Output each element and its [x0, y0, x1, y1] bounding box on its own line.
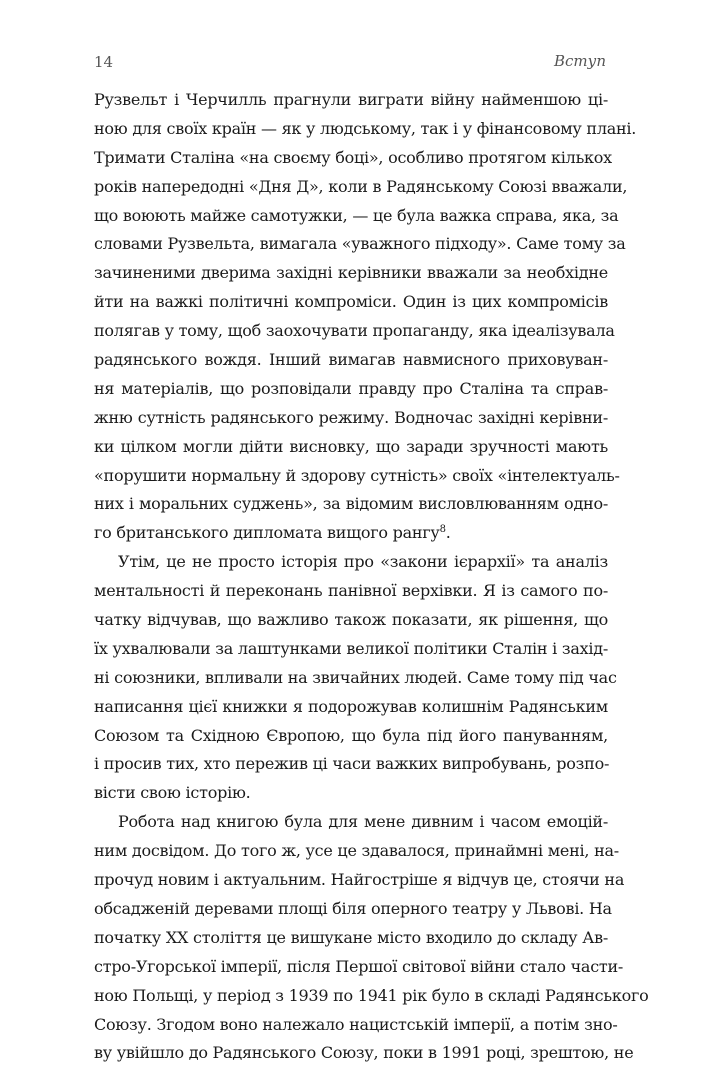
text-line-first: Робота над книгою була для мене дивним і часом емоцій- — [118, 812, 608, 832]
text-line: ною Польщі, у період з 1939 по 1941 рік було в складі Радянського — [94, 985, 649, 1005]
text-line: ні союзники, впливали на звичайних людей. Саме тому під час — [94, 667, 617, 687]
text-line: Рузвельт і Черчилль прагнули виграти війну найменшою ці- — [94, 90, 608, 109]
text-line: написання цієї книжки я подорожував колишнім Радянським — [94, 696, 608, 716]
text-line: обсадженій деревами площі біля оперного театру у Львові. На — [94, 898, 612, 918]
text-line: ву увійшло до Радянського Союзу, поки в 1991 році, зрештою, не — [94, 1043, 634, 1063]
text-line: Союзом та Східною Європою, що була під його пануванням, — [94, 725, 608, 745]
running-head: Вступ — [553, 52, 606, 70]
text-line: ментальності й переконань панівної верхівки. Я із самого по- — [94, 581, 608, 601]
text-line: їх ухвалювали за лаштунками великої політики Сталін і захід- — [94, 638, 608, 658]
text-line: стро-Угорської імперії, після Першої світової війни стало части- — [94, 956, 624, 976]
paragraph-3 — [94, 808, 649, 1068]
text-line: років напередодні «Дня Д», коли в Радянському Союзі вважали, — [94, 176, 628, 196]
text-line: Тримати Сталіна «на своєму боці», особливо протягом кількох — [94, 147, 612, 167]
text-line-last: вісти свою історію. — [94, 783, 251, 803]
text-line: них і моральних суджень», за відомим висловлюванням одно- — [94, 494, 608, 514]
text-line: жню сутність радянського режиму. Водночас західні керівни- — [94, 407, 608, 427]
body-text — [94, 86, 649, 1068]
page-number: 14 — [94, 53, 114, 71]
text-line: ною для своїх країн — як у людському, так і у фінансовому плані. — [94, 118, 637, 138]
text-line: зачиненими дверима західні керівники вважали за необхідне — [94, 263, 608, 283]
text-line: ня матеріалів, що розповідали правду про Сталіна та справ- — [94, 378, 608, 398]
text-line: Союзу. Згодом воно належало нацистській імперії, а потім зно- — [94, 1014, 618, 1034]
text-line: радянського вождя. Інший вимагав навмисного приховуван- — [94, 350, 608, 370]
paragraph-1 — [94, 86, 637, 548]
text-line: прочуд новим і актуальним. Найгостріше я відчув це, стоячи на — [94, 870, 625, 890]
text-line-content: го британського дипломата вищого рангу — [94, 523, 440, 543]
text-line: початку XX століття це вишукане місто входило до складу Ав- — [94, 927, 608, 947]
text-line: і просив тих, хто пережив ці часи важких випробувань, розпо- — [94, 754, 610, 774]
text-line-last: го британського дипломата вищого рангу$^8$. — [94, 523, 451, 543]
text-line: йти на важкі політичні компроміси. Один із цих компромісів — [94, 292, 608, 312]
text-line: полягав у тому, щоб заохочувати пропаганду, яка ідеалізувала — [94, 321, 615, 341]
text-line: чатку відчував, що важливо також показати, як рішення, що — [94, 610, 608, 630]
text-line: що воюють майже самотужки, — це була важка справа, яка, за — [94, 205, 619, 225]
text-line: словами Рузвельта, вимагала «уважного підходу». Саме тому за — [94, 234, 626, 254]
text-line-first: Утім, це не просто історія про «закони ієрархії» та аналіз — [118, 552, 608, 572]
footnote-reference[interactable]: 8 — [439, 524, 446, 536]
text-line: ки цілком могли дійти висновку, що заради зручності мають — [94, 436, 608, 456]
text-line: ним досвідом. До того ж, усе це здавалося, принаймні мені, на- — [94, 841, 619, 861]
text-line: «порушити нормальну й здорову сутність» своїх «інтелектуаль- — [94, 465, 620, 485]
paragraph-2 — [94, 548, 617, 808]
